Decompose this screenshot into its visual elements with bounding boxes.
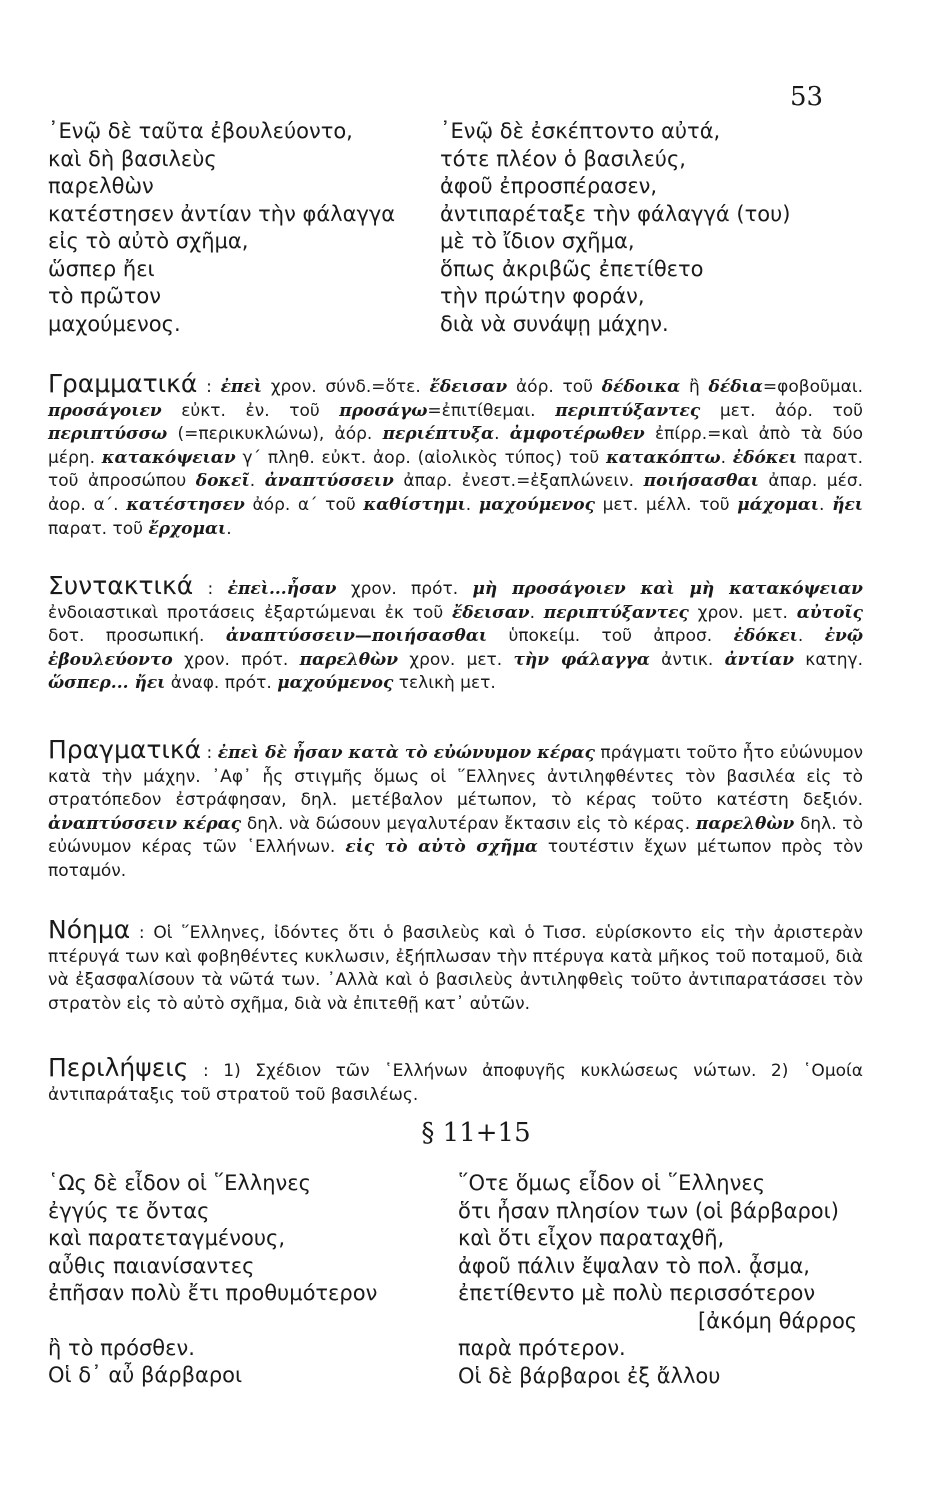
section-heading: Συντακτικά [48,571,194,600]
text-line: εἰς τὸ αὐτὸ σχῆμα, [48,229,249,253]
text-line: παρελθὼν [48,174,154,198]
section-heading: Γραμματικά [48,369,198,398]
realia-notes: Πραγματικά : ἐπεὶ δὲ ἦσαν κατὰ τὸ εὐώνυμον κέρας πράγματι τοῦτο ἦτο εὐώνυμον κατὰ τὴν μάχην. ᾿Αφ᾿ ἧς στιγμῆς ὅμως οἱ ῞Ελληνες ἀντιληφθέντες τὸν βασιλέα εἰς τὸ στρατόπεδον ἐστράφησαν, δηλ. μετέβαλον μέτωπον, τὸ κέρας τοῦτο κατέστη δεξιόν. ἀναπτύσσειν κέρας δηλ. νὰ δώσουν μεγαλυτέραν ἔκτασιν εἰς τὸ κέρας. παρελθὼν δηλ. τὸ εὐώνυμον κέρας τῶν ῾Ελλήνων. εἰς τὸ αὐτὸ σχῆμα τουτέστιν ἔχων μέτωπον πρὸς τὸν ποταμόν. [48,735,864,881]
text-line: ἀντιπαρέταξε τὴν φάλαγγά (του) [440,201,791,226]
text-line: μὲ τὸ ἴδιον σχῆμα, [440,229,635,253]
text-line: ὥσπερ ἤει [48,256,155,281]
text-line: ἐγγύς τε ὄντας [48,1198,210,1223]
meaning-notes: Νόημα : Οἱ ῞Ελληνες, ἰδόντες ὅτι ὁ βασιλεὺς καὶ ὁ Τισσ. εὑρίσκοντο εἰς τὴν ἀριστερὰν πτέρυγά των καὶ φοβηθέντες κυκλωσιν, ἐξήπλωσαν τὴν πτέρυγα κατὰ μῆκος τοῦ ποταμοῦ, διὰ νὰ ἐξασφαλίσουν τὰ νῶτά των. ᾿Αλλὰ καὶ ὁ βασιλεὺς ἀντιληφθεὶς τοῦτο ἀντιπαρατάσσει τὸν στρατὸν εἰς τὸ αὐτὸ σχῆμα, διὰ νὰ ἐπιτεθῇ κατ᾿ αὐτῶν. [48,915,864,1014]
text-line: ῾Ως δὲ εἶδον οἱ ῞Ελληνες [48,1171,311,1195]
page-number: 53 [790,82,824,112]
text-line: αὖθις παιανίσαντες [48,1253,255,1278]
text-line: τότε πλέον ὁ βασιλεύς, [440,146,686,171]
text-line: καὶ παρατεταγμένους, [48,1226,286,1250]
section-heading: Νόημα [48,915,131,944]
summary-notes: Περιλήψεις : 1) Σχέδιον τῶν ῾Ελλήνων ἀποφυγῆς κυκλώσεως νώτων. 2) ῾Ομοία ἀντιπαράταξις τοῦ στρατοῦ τοῦ βασιλέως. [48,1053,863,1105]
text-line: ῞Οτε ὅμως εἶδον οἱ ῞Ελληνες [458,1171,766,1195]
text-line: παρὰ πρότερον. [458,1336,626,1360]
grammar-notes: Γραμματικά : ἐπεὶ χρον. σύνδ.=ὅτε. ἔδεισαν ἀόρ. τοῦ δέδοικα ἢ δέδια=φοβοῦμαι. προσάγοιεν εὐκτ. ἐν. τοῦ προσάγω=ἐπιτίθεμαι. περιπτύξαντες μετ. ἀόρ. τοῦ περιπτύσσω (=περικυκλώνω), ἀόρ. περιέπτυξα. ἀμφοτέρωθεν ἐπίρρ.=καὶ ἀπὸ τὰ δύο μέρη. κατακόψειαν γ΄ πληθ. εὐκτ. ἀορ. (αἰολικὸς τύπος) τοῦ κατακόπτω. ἐδόκει παρατ. τοῦ ἀπροσώπου δοκεῖ. ἀναπτύσσειν ἀπαρ. ἐνεστ.=ἐξαπλώνειν. ποιήσασθαι ἀπαρ. μέσ. ἀορ. α΄. κατέστησεν ἀόρ. α΄ τοῦ καθίστημι. μαχούμενος μετ. μέλλ. τοῦ μάχομαι. ἤει παρατ. τοῦ ἔρχομαι. [48,369,863,539]
section-heading: Περιλήψεις [48,1053,189,1082]
text-line: ἀφοῦ πάλιν ἔψαλαν τὸ πολ. ᾆσμα, [458,1253,810,1278]
text-line: ἢ τὸ πρόσθεν. [48,1335,195,1360]
text-line: κατέστησεν ἀντίαν τὴν φάλαγγα [48,201,396,226]
text-line: καὶ δὴ βασιλεὺς [48,146,217,171]
text-line: τὸ πρῶτον [48,284,161,308]
text-line: ἐπετίθεντο μὲ πολὺ περισσότερον [458,1281,816,1305]
section-heading: Πραγματικά [48,735,202,764]
paragraph-marker: § 11+15 [421,1118,531,1148]
greek-text-column [48,1170,377,1390]
text-line: ᾿Ενῷ δὲ ταῦτα ἐβουλεύοντο, [48,119,353,143]
text-line: ἐπῆσαν πολὺ ἔτι προθυμότερον [48,1281,378,1305]
text-line: [ἀκόμη θάρρος [698,1308,858,1333]
text-line: καὶ ὅτι εἶχον παραταχθῆ, [458,1226,725,1250]
translation-column [440,118,790,338]
text-line: Οἱ δ᾿ αὖ βάρβαροι [48,1363,243,1387]
text-line: ᾿Ενῷ δὲ ἐσκέπτοντο αὐτά, [440,119,721,143]
translation-column [458,1170,857,1390]
text-line: Οἱ δὲ βάρβαροι ἐξ ἄλλου [458,1363,721,1388]
text-line: ἀφοῦ ἐπροσπέρασεν, [440,174,658,198]
greek-text-column [48,118,395,338]
text-line: διὰ νὰ συνάψῃ μάχην. [440,311,669,336]
text-line: ὅτι ἦσαν πλησίον των (οἱ βάρβαροι) [458,1198,839,1223]
text-line: μαχούμενος. [48,311,181,336]
text-line: τὴν πρώτην φοράν, [440,284,645,308]
syntax-notes: Συντακτικά : ἐπεὶ...ἦσαν χρον. πρότ. μὴ προσάγοιεν καὶ μὴ κατακόψειαν ἐνδοιαστικαὶ προτάσεις ἐξαρτώμεναι ἐκ τοῦ ἔδεισαν. περιπτύξαντες χρον. μετ. αὐτοῖς δοτ. προσωπική. ἀναπτύσσειν—ποιήσασθαι ὑποκείμ. τοῦ ἀπροσ. ἐδόκει. ἐνῷ ἐβουλεύοντο χρον. πρότ. παρελθὼν χρον. μετ. τὴν φάλαγγα ἀντικ. ἀντίαν κατηγ. ὥσπερ... ἤει ἀναφ. πρότ. μαχούμενος τελικὴ μετ. [48,571,864,694]
text-line: ὅπως ἀκριβῶς ἐπετίθετο [440,256,704,281]
